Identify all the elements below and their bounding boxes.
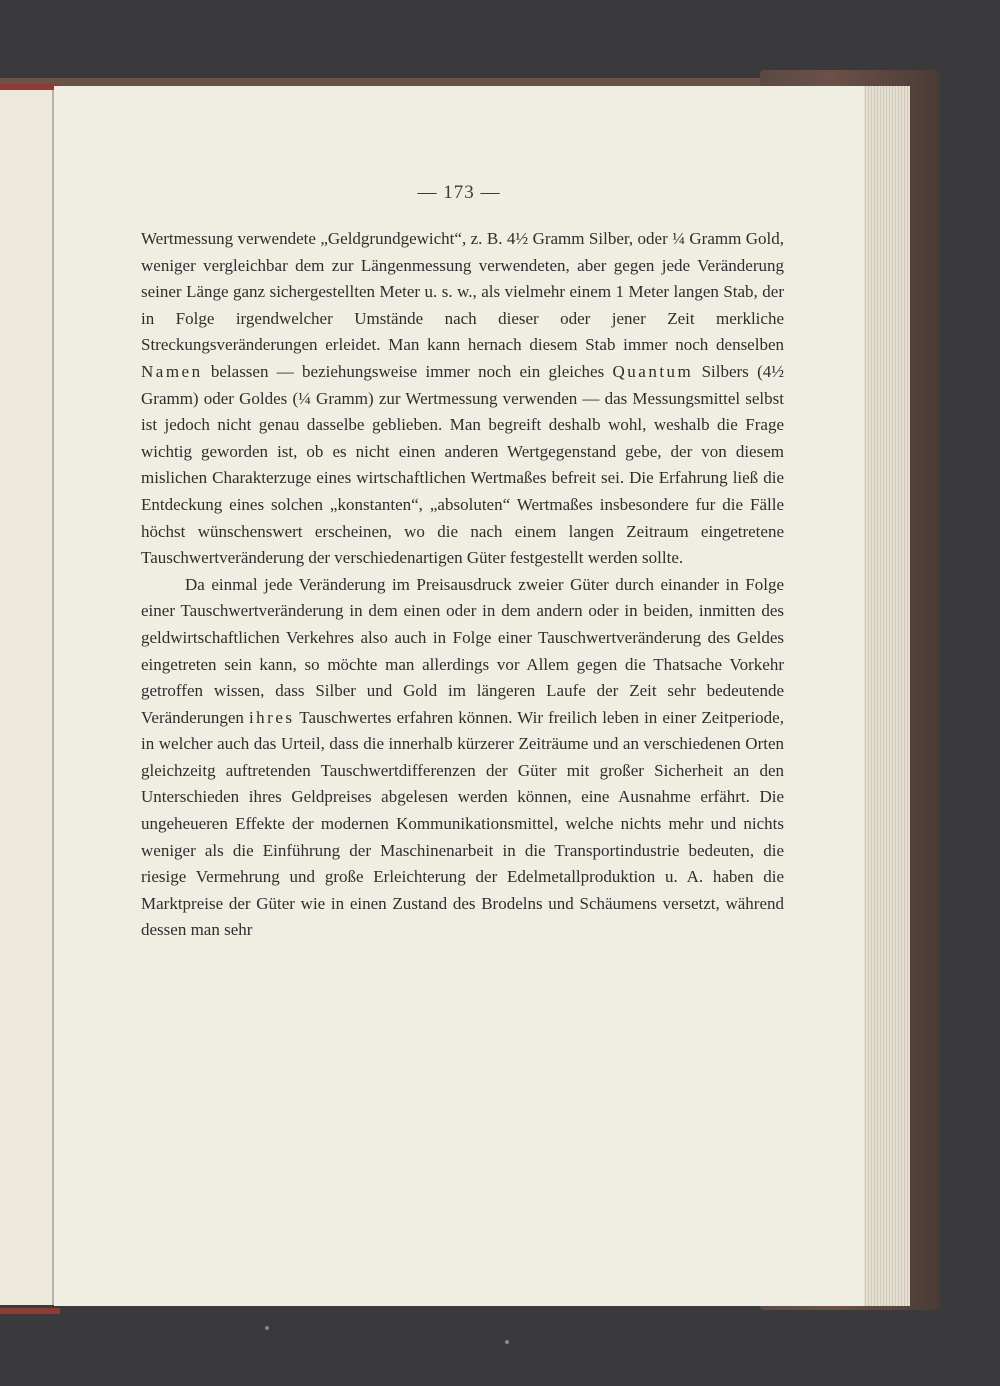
body-text	[141, 226, 784, 944]
paragraph-2	[141, 572, 784, 944]
dust-speck	[505, 1340, 509, 1344]
paragraph-2-segment-3: Tauschwertes erfahren können. Wir freilich leben in einer Zeitperiode, in welcher auch das Urteil, dass die innerhalb kürzerer Zeiträume und an verschiedenen Orten gleichzeitg auftretenden Tauschwertdifferenzen der Güter mit großer Sicherheit an den Unterschieden ihres Geldpreises abgelesen werden können, eine Ausnahme erfährt. Die ungeheueren Effekte der modernen Kommunikationsmittel, welche nichts mehr und nichts weniger als die Einführung der Maschinenarbeit in die Transportindustrie bedeuten, die riesige Vermehrung und große Erleichterung der Edelmetallproduktion u. A. haben die Marktpreise der Güter wie in einen Zustand des Brodelns und Schäumens versetzt, während dessen man sehr	[141, 707, 784, 940]
paragraph-1-segment-5: Silbers (4½ Gramm) oder Goldes (¼ Gramm) zur Wertmessung verwenden — das Messungsmittel selbst ist jedoch nicht genau dasselbe geblieben. Man begreift deshalb wohl, weshalb die Frage wichtig geworden ist, ob es nicht einen anderen Wertgegenstand gebe, der von diesem mislichen Charakterzuge eines wirtschaftlichen Wertmaßes befreit sei. Die Erfahrung ließ die Entdeckung eines solchen „konstanten“, „absoluten“ Wertmaßes insbesondere fur die Fälle höchst wünschenswert erscheinen, wo die nach einem langen Zeitraum eingetretene Tauschwertveränderung der verschiedenartigen Güter festgestellt werden sollte.	[141, 361, 784, 568]
paragraph-1	[141, 226, 784, 572]
book-page	[54, 86, 864, 1306]
dust-speck	[265, 1326, 269, 1330]
paragraph-1-spaced-word: Namen	[141, 361, 203, 381]
paragraph-2-segment-1: Da einmal jede Veränderung im Preisausdruck zweier Güter durch einander in Folge einer Tauschwertveränderung in dem einen oder in dem andern oder in beiden, inmitten des geldwirtschaftlichen Verkehres also auch in Folge einer Tauschwertveränderung des Geldes eingetreten sein kann, so möchte man allerdings vor Allem gegen die Thatsache Vorkehr getroffen wissen, dass Silber und Gold im längeren Laufe der Zeit sehr bedeutende Veränderungen	[141, 574, 784, 727]
paragraph-2-spaced-word: ihres	[248, 707, 295, 727]
paragraph-1-spaced-word: Quantum	[612, 361, 694, 381]
paragraph-1-segment-1: Wertmessung verwendete „Geldgrundgewicht“, z. B. 4½ Gramm Silber, oder ¼ Gramm Gold, weniger vergleichbar dem zur Längenmessung verwendeten, aber gegen jede Veränderung seiner Länge ganz sichergestellten Meter u. s. w., als vielmehr einem 1 Meter langen Stab, der in Folge irgendwelcher Umstände nach dieser oder jener Zeit merkliche Streckungsveränderungen erleidet. Man kann hernach diesem Stab immer noch denselben	[141, 229, 784, 355]
left-page-edge	[0, 90, 54, 1305]
page-stack-edge	[860, 86, 910, 1306]
paragraph-1-segment-3: belassen — beziehungsweise immer noch ein gleiches	[202, 361, 613, 381]
page-number: — 173 —	[417, 182, 501, 203]
